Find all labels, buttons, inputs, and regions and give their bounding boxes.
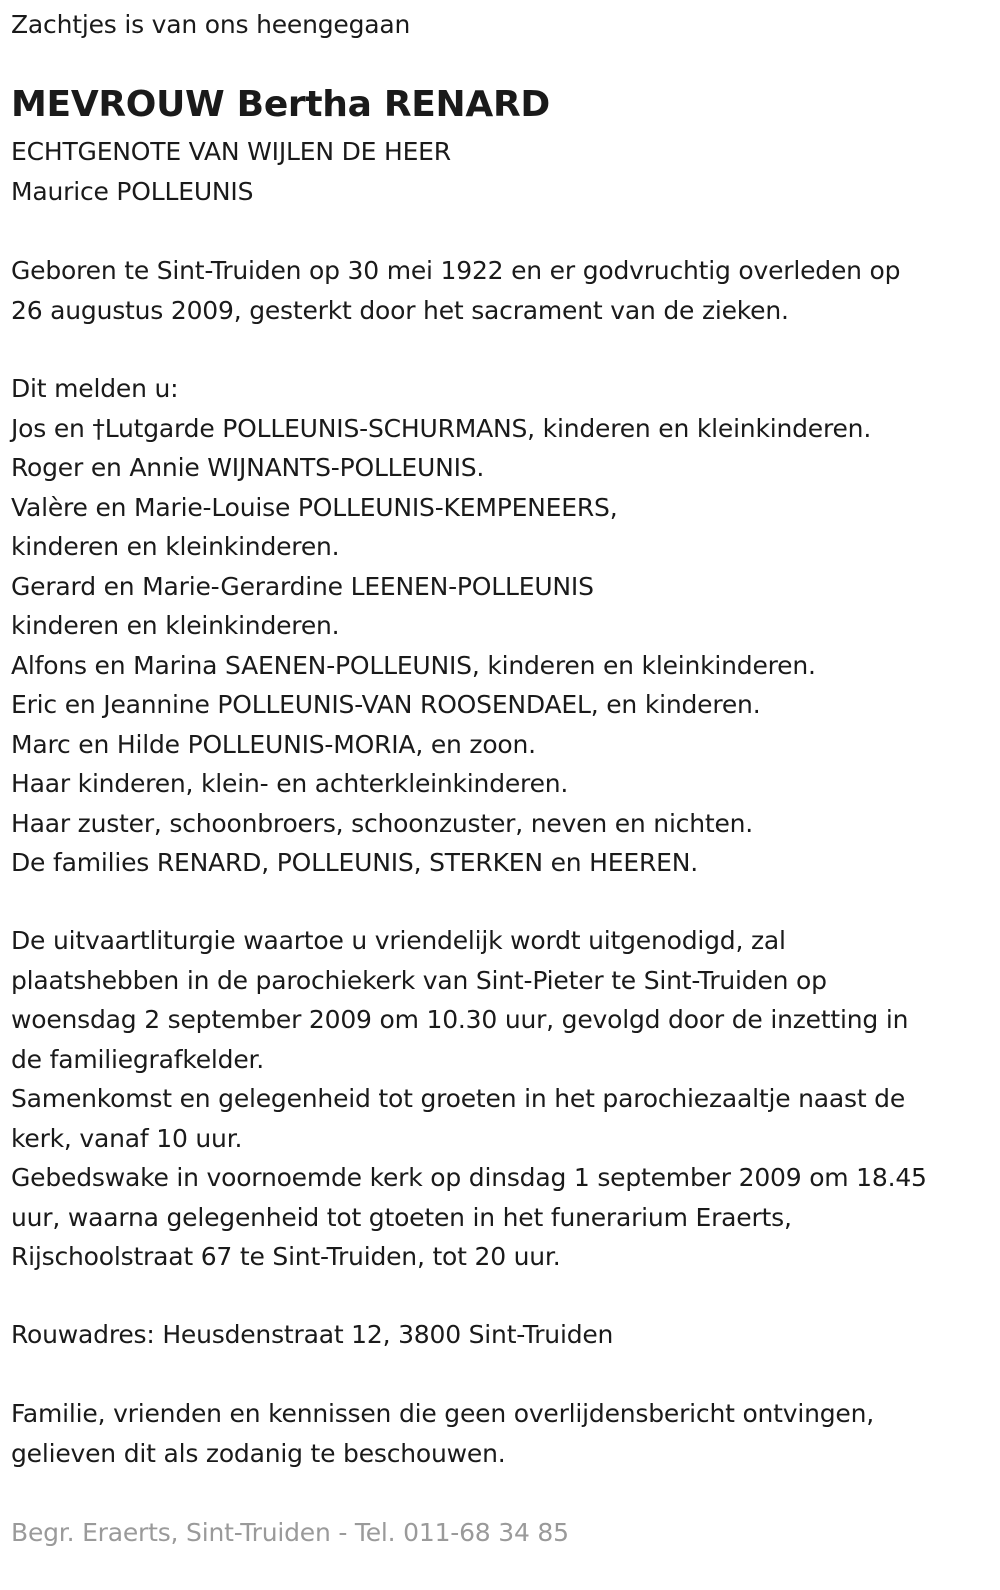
intro-text: Zachtjes is van ons heengegaan — [11, 10, 411, 39]
mourning-address — [11, 1315, 613, 1355]
funeral-line: plaatshebben in de parochiekerk van Sint-Pieter te Sint-Truiden op — [11, 965, 827, 995]
paragraph-line: Geboren te Sint-Truiden op 30 mei 1922 en er godvruchtig overleden op — [11, 256, 901, 285]
family-line: Haar zuster, schoonbroers, schoonzuster, neven en nichten. — [11, 808, 754, 838]
spouse-line: ECHTGENOTE VAN WIJLEN DE HEER — [11, 137, 451, 166]
spouse-line: Maurice POLLEUNIS — [11, 176, 254, 206]
spouse-block — [11, 132, 451, 211]
family-line: Dit melden u: — [11, 374, 179, 403]
family-line: Eric en Jeannine POLLEUNIS-VAN ROOSENDAEL, en kinderen. — [11, 690, 761, 719]
funeral-line: Gebedswake in voornoemde kerk op dinsdag 1 september 2009 om 18.45 — [11, 1163, 927, 1192]
funeral-line: Rijschoolstraat 67 te Sint-Truiden, tot 20 uur. — [11, 1242, 561, 1271]
family-line: Haar kinderen, klein- en achterkleinkinderen. — [11, 769, 569, 798]
notice-line: Familie, vrienden en kennissen die geen overlijdensbericht ontvingen, — [11, 1399, 875, 1428]
family-line: Marc en Hilde POLLEUNIS-MORIA, en zoon. — [11, 729, 536, 759]
funeral-line: woensdag 2 september 2009 om 10.30 uur, gevolgd door de inzetting in — [11, 1005, 909, 1034]
notice-paragraph — [11, 1394, 874, 1473]
funeral-home-footer: Begr. Eraerts, Sint-Truiden - Tel. 011-68 34 85 — [11, 1518, 569, 1547]
funeral-line: Samenkomst en gelegenheid tot groeten in het parochiezaaltje naast de — [11, 1084, 906, 1113]
birth-death-paragraph — [11, 251, 900, 330]
family-list — [11, 369, 871, 883]
family-line: kinderen en kleinkinderen. — [11, 532, 340, 561]
address-line: Rouwadres: Heusdenstraat 12, 3800 Sint-Truiden — [11, 1320, 614, 1349]
family-line: Roger en Annie WIJNANTS-POLLEUNIS. — [11, 453, 485, 482]
funeral-details — [11, 921, 927, 1277]
deceased-name: MEVROUW Bertha RENARD — [11, 84, 550, 125]
family-line: Gerard en Marie-Gerardine LEENEN-POLLEUNIS — [11, 571, 594, 601]
funeral-line: uur, waarna gelegenheid tot gtoeten in het funerarium Eraerts, — [11, 1202, 792, 1232]
notice-line: gelieven dit als zodanig te beschouwen. — [11, 1438, 506, 1468]
funeral-line: De uitvaartliturgie waartoe u vriendelijk wordt uitgenodigd, zal — [11, 926, 786, 955]
paragraph-line: 26 augustus 2009, gesterkt door het sacrament van de zieken. — [11, 295, 789, 325]
family-line: Alfons en Marina SAENEN-POLLEUNIS, kinderen en kleinkinderen. — [11, 650, 816, 680]
family-line: Jos en †Lutgarde POLLEUNIS-SCHURMANS, kinderen en kleinkinderen. — [11, 413, 872, 443]
funeral-line: de familiegrafkelder. — [11, 1044, 265, 1074]
family-line: kinderen en kleinkinderen. — [11, 611, 340, 640]
family-line: De families RENARD, POLLEUNIS, STERKEN en HEEREN. — [11, 848, 698, 877]
family-line: Valère en Marie-Louise POLLEUNIS-KEMPENEERS, — [11, 492, 618, 522]
funeral-line: kerk, vanaf 10 uur. — [11, 1123, 243, 1153]
